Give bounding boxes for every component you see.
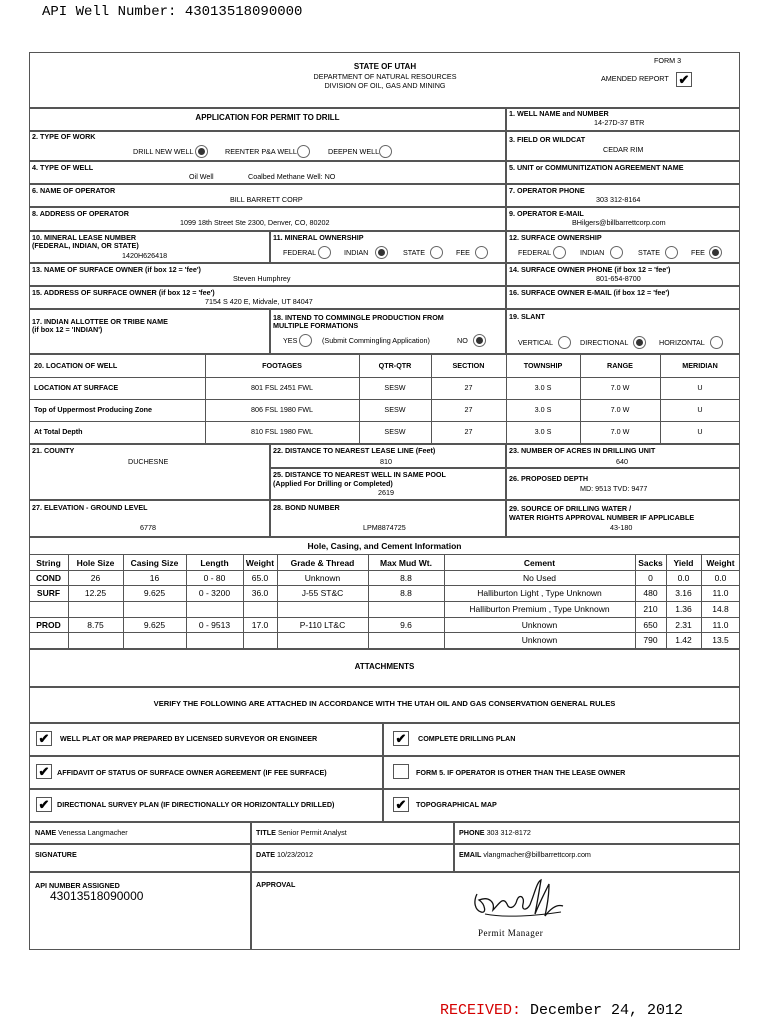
attachment-label-topographical: TOPOGRAPHICAL MAP (416, 800, 497, 809)
casing-length: 0 - 80 (203, 573, 226, 583)
attachment-checkbox-well-plat[interactable]: ✔ (36, 731, 52, 746)
email-field (459, 851, 591, 859)
nearest-well-label: 25. DISTANCE TO NEAREST WELL IN SAME POOL (273, 470, 446, 479)
range-value: 7.0 W (610, 383, 630, 392)
qtr-qtr-value: SESW (384, 383, 406, 392)
nearest-well-value: 2619 (378, 488, 394, 497)
division-title: DIVISION OF OIL, GAS AND MINING (324, 81, 446, 90)
surface-federal-radio[interactable] (553, 246, 566, 259)
approval-signature-image (465, 874, 575, 924)
meridian-header: MERIDIAN (682, 361, 718, 370)
casing-cement-weight: 11.0 (712, 588, 729, 598)
type-of-work-cell (29, 131, 506, 161)
name-label: NAME (35, 828, 57, 837)
received-label: RECEIVED: (440, 1002, 522, 1019)
water-source-value: 43-180 (610, 523, 633, 532)
attachment-label-form5: FORM 5. IF OPERATOR IS OTHER THAN THE LEASE OWNER (416, 768, 626, 777)
casing-grade: J-55 ST&C (301, 588, 344, 598)
casing-yield: 1.36 (675, 604, 692, 614)
phone-field (459, 829, 531, 837)
casing-yield: 3.16 (675, 588, 692, 598)
nearest-well-sublabel: (Applied For Drilling or Completed) (273, 479, 393, 488)
attachment-checkbox-form5[interactable] (393, 764, 409, 779)
title-value: Senior Permit Analyst (277, 828, 347, 837)
operator-email-label: 9. OPERATOR E-MAIL (509, 209, 584, 218)
meridian-value: U (697, 383, 703, 392)
api-well-number-header: API Well Number: 43013518090000 (42, 4, 303, 20)
attachment-checkbox-affidavit[interactable]: ✔ (36, 764, 52, 779)
water-source-label: 29. SOURCE OF DRILLING WATER / (509, 504, 632, 513)
proposed-depth-label: 26. PROPOSED DEPTH (509, 474, 589, 483)
well-name-label: 1. WELL NAME and NUMBER (509, 109, 609, 118)
location-row-label: Top of Uppermost Producing Zone (34, 405, 153, 414)
mineral-indian-radio[interactable] (375, 246, 388, 259)
casing-header-mud: Max Mud Wt. (380, 558, 432, 568)
location-row-label: LOCATION AT SURFACE (34, 383, 119, 392)
casing-header-cement: Cement (523, 558, 556, 568)
well-name-value: 14-27D-37 BTR (594, 118, 645, 127)
county-label: 21. COUNTY (32, 446, 75, 455)
surface-owner-name-value: Steven Humphrey (233, 274, 291, 283)
operator-name-value: BILL BARRETT CORP (230, 195, 303, 204)
casing-cement-weight: 13.5 (712, 635, 729, 645)
surface-state-label: STATE (638, 248, 661, 257)
casing-cement: Unknown (521, 620, 558, 630)
location-header-label: 20. LOCATION OF WELL (34, 361, 118, 370)
api-assigned-value: 43013518090000 (50, 889, 144, 903)
lease-line-distance-label: 22. DISTANCE TO NEAREST LEASE LINE (Feet) (273, 446, 436, 455)
casing-string: PROD (36, 620, 61, 630)
attachment-checkbox-drilling-plan[interactable]: ✔ (393, 731, 409, 746)
commingle-yes-radio[interactable] (299, 334, 312, 347)
slant-vertical-radio[interactable] (558, 336, 571, 349)
date-value: 10/23/2012 (277, 850, 314, 859)
mineral-federal-radio[interactable] (318, 246, 331, 259)
attachment-label-affidavit: AFFIDAVIT OF STATUS OF SURFACE OWNER AGREEMENT (IF FEE SURFACE) (57, 768, 327, 777)
mineral-indian-label: INDIAN (344, 248, 369, 257)
casing-cement: No Used (522, 573, 557, 583)
attachments-verify-text: VERIFY THE FOLLOWING ARE ATTACHED IN ACCORDANCE WITH THE UTAH OIL AND GAS CONSERVATION GENERAL RULES (153, 699, 616, 708)
commingle-note: (Submit Commingling Application) (322, 336, 430, 345)
drill-new-well-label: DRILL NEW WELL (133, 147, 194, 156)
casing-cement-weight: 11.0 (712, 620, 729, 630)
name-field (35, 829, 128, 837)
casing-length: 0 - 9513 (198, 620, 231, 630)
casing-yield: 1.42 (675, 635, 692, 645)
casing-header-hole-size: Hole Size (76, 558, 115, 568)
type-of-work-label: 2. TYPE OF WORK (32, 132, 96, 141)
mineral-fee-radio[interactable] (475, 246, 488, 259)
meridian-value: U (697, 427, 703, 436)
casing-mud: 9.6 (400, 620, 412, 630)
footages-value: 801 FSL 2451 FWL (250, 383, 314, 392)
elevation-value: 6778 (140, 523, 156, 532)
casing-size: 16 (149, 573, 160, 583)
casing-grade: Unknown (304, 573, 341, 583)
casing-header-length: Length (200, 558, 229, 568)
acres-label: 23. NUMBER OF ACRES IN DRILLING UNIT (509, 446, 656, 455)
casing-size: 9.625 (143, 588, 166, 598)
casing-weight: 36.0 (251, 588, 269, 598)
surface-owner-address-value: 7154 S 420 E, Midvale, UT 84047 (205, 297, 313, 306)
casing-hole-size: 26 (90, 573, 101, 583)
range-value: 7.0 W (610, 427, 630, 436)
slant-horizontal-label: HORIZONTAL (659, 338, 705, 347)
coalbed-value: Coalbed Methane Well: NO (248, 172, 336, 181)
casing-sacks: 650 (643, 620, 658, 630)
application-title: APPLICATION FOR PERMIT TO DRILL (195, 113, 340, 122)
surface-ownership-label: 12. SURFACE OWNERSHIP (509, 233, 602, 242)
range-header: RANGE (607, 361, 633, 370)
township-value: 3.0 S (534, 383, 552, 392)
mineral-lease-sublabel: (FEDERAL, INDIAN, OR STATE) (32, 241, 139, 250)
casing-sacks: 480 (643, 588, 658, 598)
bond-number-label: 28. BOND NUMBER (273, 503, 340, 512)
received-date: December 24, 2012 (530, 1002, 684, 1019)
attachment-checkbox-topographical[interactable]: ✔ (393, 797, 409, 812)
unit-agreement-label: 5. UNIT or COMMUNITIZATION AGREEMENT NAME (509, 163, 684, 172)
casing-header-grade: Grade & Thread (290, 558, 355, 568)
commingle-sublabel: MULTIPLE FORMATIONS (273, 321, 359, 330)
casing-header-sacks: Sacks (638, 558, 663, 568)
casing-header-casing-size: Casing Size (130, 558, 179, 568)
api-assigned-label: API NUMBER ASSIGNED (35, 881, 120, 890)
casing-cement-weight: 14.8 (712, 604, 729, 614)
casing-header-yield: Yield (673, 558, 694, 568)
attachment-checkbox-directional[interactable]: ✔ (36, 797, 52, 812)
reenter-radio[interactable] (297, 145, 310, 158)
footages-header: FOOTAGES (262, 361, 302, 370)
commingle-label: 18. INTEND TO COMMINGLE PRODUCTION FROM (273, 313, 444, 322)
name-value: Venessa Langmacher (58, 828, 128, 837)
title-field (256, 829, 347, 837)
phone-label: PHONE (459, 828, 485, 837)
type-of-well-value: Oil Well (189, 172, 214, 181)
surface-owner-name-label: 13. NAME OF SURFACE OWNER (if box 12 = 'fee') (32, 265, 201, 274)
casing-weight: 65.0 (251, 573, 269, 583)
drill-new-well-radio[interactable] (195, 145, 208, 158)
mineral-lease-label: 10. MINERAL LEASE NUMBER (32, 233, 137, 242)
received-stamp (440, 1002, 683, 1019)
surface-indian-label: INDIAN (580, 248, 605, 257)
state-title: STATE OF UTAH (353, 62, 417, 71)
surface-indian-radio[interactable] (610, 246, 623, 259)
casing-header-weight: Weight (245, 558, 275, 568)
township-value: 3.0 S (534, 405, 552, 414)
mineral-fee-label: FEE (456, 248, 470, 257)
section-value: 27 (464, 383, 473, 392)
casing-header-string: String (36, 558, 61, 568)
section-header: SECTION (452, 361, 485, 370)
casing-sacks: 0 (648, 573, 653, 583)
title-label: TITLE (256, 828, 276, 837)
commingle-no-radio[interactable] (473, 334, 486, 347)
casing-yield: 0.0 (677, 573, 690, 583)
slant-vertical-label: VERTICAL (518, 338, 554, 347)
casing-length: 0 - 3200 (198, 588, 231, 598)
surface-owner-phone-value: 801-654-8700 (596, 274, 641, 283)
water-source-sublabel: WATER RIGHTS APPROVAL NUMBER IF APPLICABLE (509, 513, 695, 522)
deepen-radio[interactable] (379, 145, 392, 158)
casing-cement-weight: 0.0 (714, 573, 727, 583)
amended-report-label: AMENDED REPORT (601, 74, 669, 83)
meridian-value: U (697, 405, 703, 414)
casing-title: Hole, Casing, and Cement Information (307, 541, 462, 551)
attachment-label-drilling-plan: COMPLETE DRILLING PLAN (418, 734, 516, 743)
date-label: DATE (256, 850, 276, 859)
surface-state-radio[interactable] (665, 246, 678, 259)
township-value: 3.0 S (534, 427, 552, 436)
slant-directional-label: DIRECTIONAL (580, 338, 629, 347)
email-label: EMAIL (459, 850, 482, 859)
surface-fee-label: FEE (691, 248, 705, 257)
surface-owner-phone-label: 14. SURFACE OWNER PHONE (if box 12 = 'fee') (509, 265, 671, 274)
field-value: CEDAR RIM (603, 145, 644, 154)
casing-header-cement-weight: Weight (706, 558, 735, 568)
indian-allottee-sublabel: (if box 12 = 'INDIAN') (32, 325, 103, 334)
surface-owner-address-label: 15. ADDRESS OF SURFACE OWNER (if box 12 = 'fee') (32, 288, 215, 297)
date-field (256, 851, 313, 859)
casing-cement: Unknown (521, 635, 558, 645)
deepen-label: DEEPEN WELL (328, 147, 380, 156)
casing-yield: 2.31 (675, 620, 692, 630)
qtr-qtr-value: SESW (384, 427, 406, 436)
township-header: TOWNSHIP (523, 361, 563, 370)
casing-weight: 17.0 (251, 620, 269, 630)
casing-string: SURF (36, 588, 61, 598)
casing-size: 9.625 (143, 620, 166, 630)
commingle-yes-label: YES (283, 336, 298, 345)
attachment-label-directional: DIRECTIONAL SURVEY PLAN (IF DIRECTIONALLY OR HORIZONTALLY DRILLED) (57, 800, 335, 809)
casing-sacks: 790 (643, 635, 658, 645)
surface-fee-radio[interactable] (709, 246, 722, 259)
footages-value: 806 FSL 1980 FWL (250, 405, 314, 414)
mineral-ownership-label: 11. MINERAL OWNERSHIP (273, 233, 364, 242)
mineral-lease-value: 1420H626418 (122, 251, 168, 260)
attachments-title: ATTACHMENTS (354, 662, 415, 671)
signature-label: SIGNATURE (35, 850, 77, 859)
range-value: 7.0 W (610, 405, 630, 414)
attachment-label-well-plat: WELL PLAT OR MAP PREPARED BY LICENSED SURVEYOR OR ENGINEER (60, 734, 318, 743)
slant-label: 19. SLANT (509, 312, 545, 321)
surface-owner-email-label: 16. SURFACE OWNER E-MAIL (if box 12 = 'fee') (509, 288, 670, 297)
bond-number-value: LPM8874725 (363, 523, 406, 532)
phone-value: 303 312-8172 (486, 828, 531, 837)
surface-federal-label: FEDERAL (518, 248, 552, 257)
section-value: 27 (464, 427, 473, 436)
operator-phone-label: 7. OPERATOR PHONE (509, 186, 585, 195)
casing-cement: Halliburton Premium , Type Unknown (469, 604, 610, 614)
operator-phone-value: 303 312-8164 (596, 195, 641, 204)
permit-manager-label: Permit Manager (478, 928, 544, 938)
elevation-label: 27. ELEVATION - GROUND LEVEL (32, 503, 148, 512)
proposed-depth-value: MD: 9513 TVD: 9477 (580, 484, 648, 493)
operator-address-label: 8. ADDRESS OF OPERATOR (32, 209, 129, 218)
slant-horizontal-radio[interactable] (710, 336, 723, 349)
indian-allottee-label: 17. INDIAN ALLOTTEE OR TRIBE NAME (32, 317, 168, 326)
mineral-state-radio[interactable] (430, 246, 443, 259)
casing-cement: Halliburton Light , Type Unknown (477, 588, 602, 598)
type-of-well-label: 4. TYPE OF WELL (32, 163, 94, 172)
casing-string: COND (35, 573, 62, 583)
approval-label: APPROVAL (256, 880, 296, 889)
qtr-qtr-value: SESW (384, 405, 406, 414)
casing-hole-size: 12.25 (84, 588, 107, 598)
casing-hole-size: 8.75 (87, 620, 104, 630)
email-value: vlangmacher@billbarrettcorp.com (483, 850, 591, 859)
footages-value: 810 FSL 1980 FWL (250, 427, 314, 436)
slant-directional-radio[interactable] (633, 336, 646, 349)
lease-line-distance-value: 810 (380, 457, 392, 466)
reenter-label: REENTER P&A WELL (225, 147, 297, 156)
qtr-qtr-header: QTR-QTR (378, 361, 412, 370)
field-label: 3. FIELD OR WILDCAT (509, 135, 586, 144)
mineral-federal-label: FEDERAL (283, 248, 317, 257)
casing-mud: 8.8 (400, 588, 412, 598)
location-row-label: At Total Depth (34, 427, 83, 436)
section-value: 27 (464, 405, 473, 414)
amended-report-checkbox[interactable]: ✔ (676, 72, 692, 87)
operator-address-value: 1099 18th Street Ste 2300, Denver, CO, 80202 (180, 218, 330, 227)
acres-value: 640 (616, 457, 628, 466)
casing-mud: 8.8 (400, 573, 412, 583)
county-value: DUCHESNE (128, 457, 169, 466)
commingle-no-label: NO (457, 336, 468, 345)
casing-grade: P-110 LT&C (299, 620, 346, 630)
operator-name-label: 6. NAME OF OPERATOR (32, 186, 116, 195)
casing-sacks: 210 (643, 604, 658, 614)
department-title: DEPARTMENT OF NATURAL RESOURCES (313, 72, 457, 81)
form-number: FORM 3 (654, 56, 682, 65)
operator-email-value: BHilgers@billbarrettcorp.com (572, 218, 666, 227)
mineral-state-label: STATE (403, 248, 426, 257)
